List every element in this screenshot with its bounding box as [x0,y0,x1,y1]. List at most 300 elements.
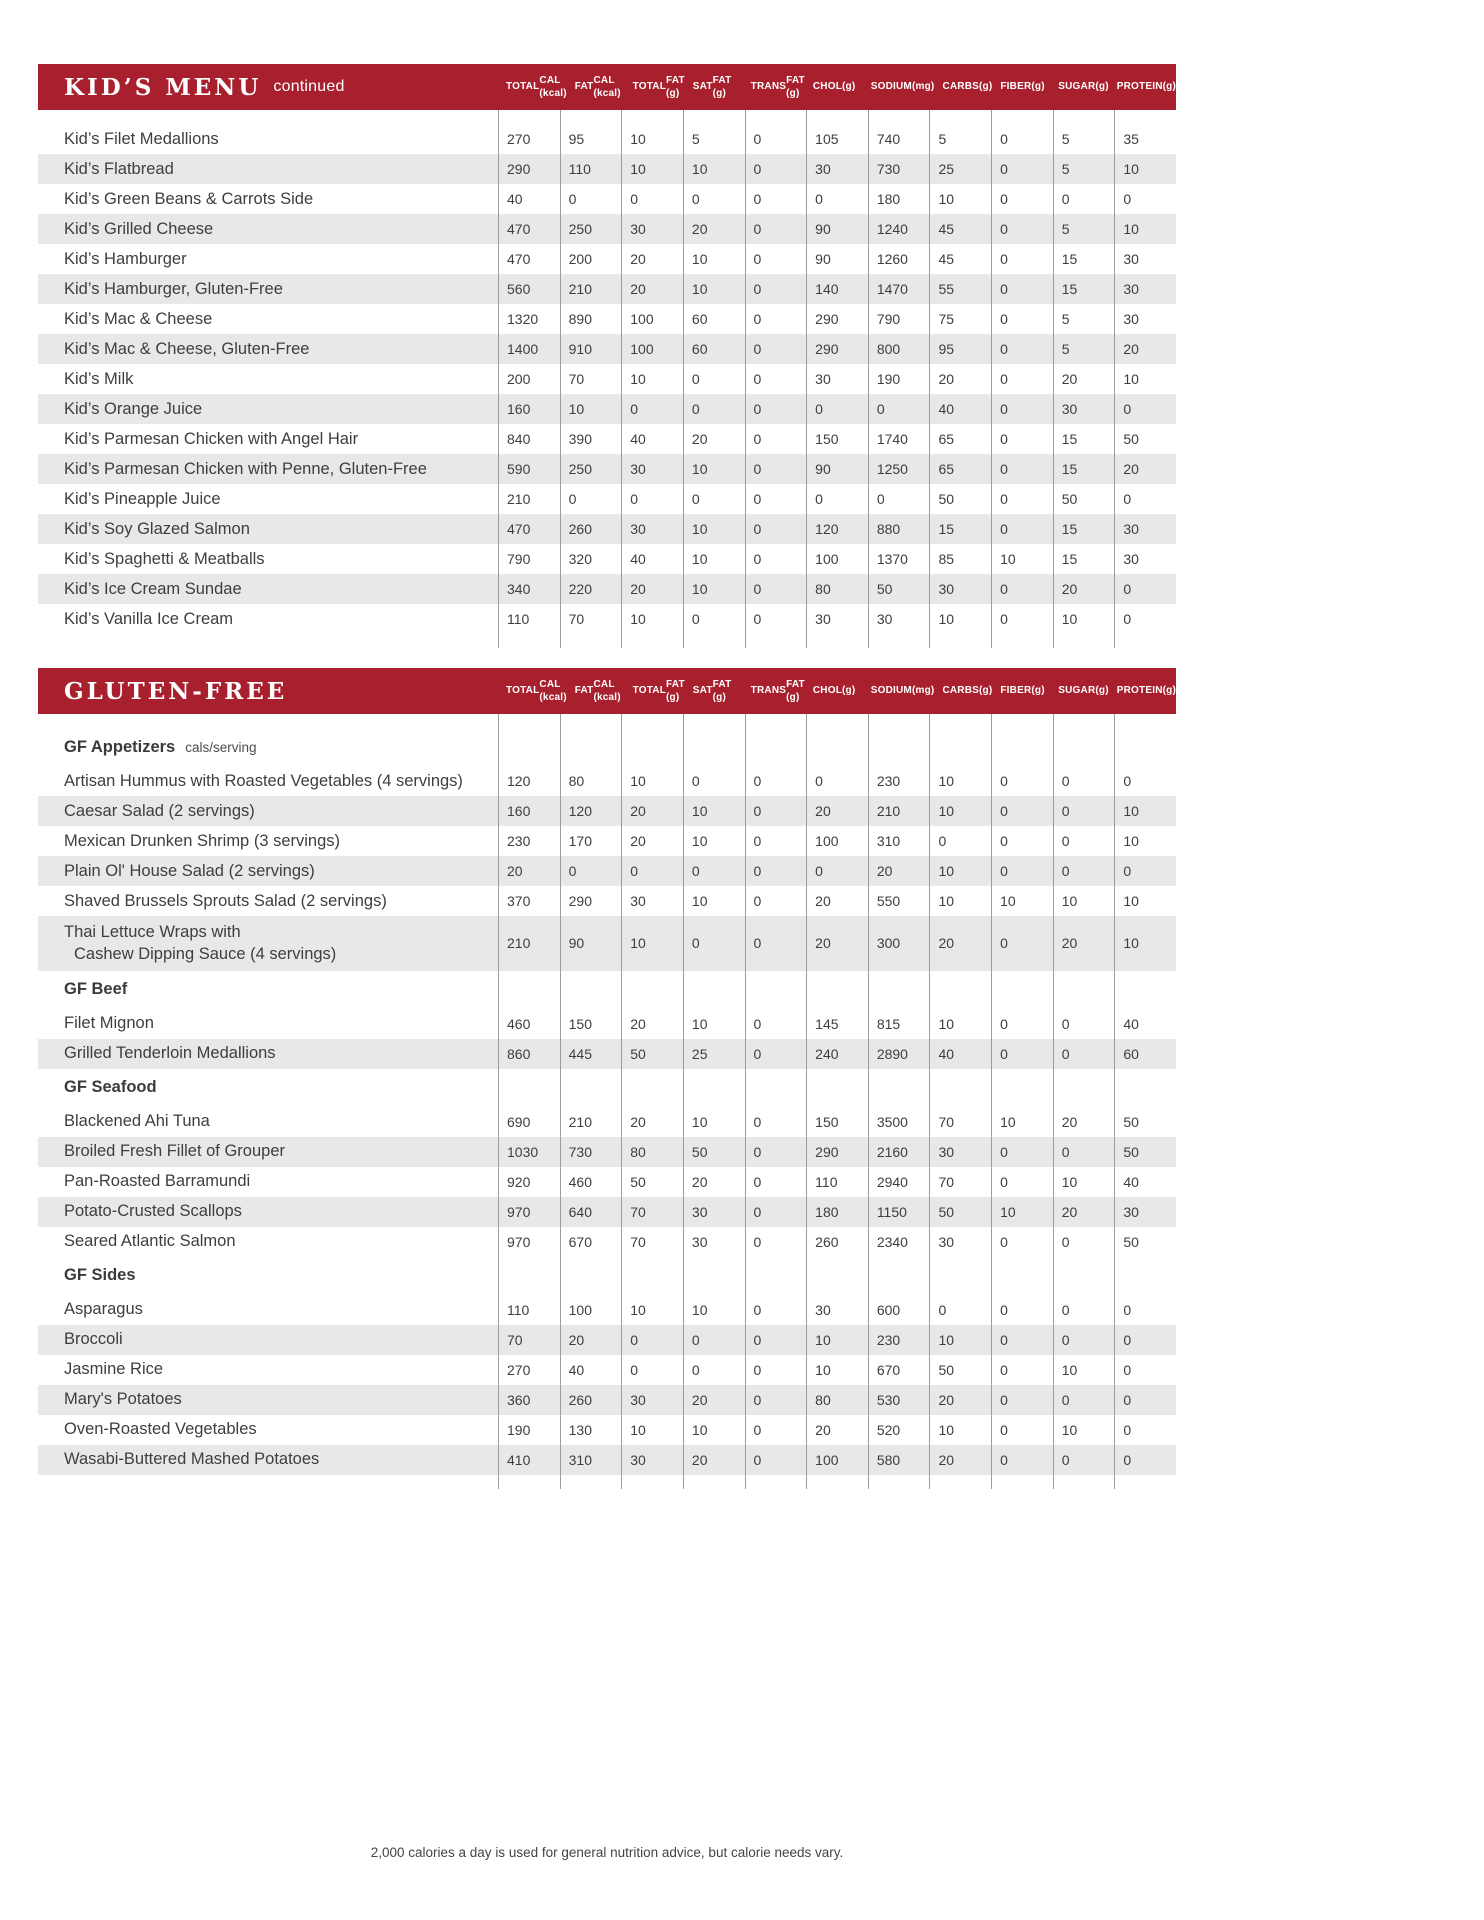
nutrition-value: 0 [683,604,745,634]
nutrition-value: 110 [806,1167,868,1197]
empty-cell [745,971,807,1009]
spacer-cell [991,110,1053,124]
nutrition-value: 0 [806,394,868,424]
section-heading-row [38,728,1176,766]
empty-cell [806,1069,868,1107]
nutrition-value: 30 [929,1227,991,1257]
section-heading-note: cals/serving [185,739,257,755]
nutrition-value: 140 [806,274,868,304]
menu-item-row [38,856,1176,886]
nutrition-value: 100 [621,334,683,364]
nutrition-value: 840 [498,424,560,454]
column-header-line2: FAT (g) [786,74,805,99]
nutrition-value: 15 [1053,274,1115,304]
nutrition-value: 800 [868,334,930,364]
nutrition-value: 0 [1053,856,1115,886]
empty-cell [1114,1069,1176,1107]
nutrition-value: 10 [683,826,745,856]
nutrition-value: 1240 [868,214,930,244]
empty-cell [560,1257,622,1295]
nutrition-value: 210 [868,796,930,826]
nutrition-value: 10 [621,154,683,184]
section-heading [38,1257,498,1295]
nutrition-value: 0 [1053,1039,1115,1069]
column-header-line2: CAL (kcal) [593,678,621,703]
nutrition-value: 10 [621,1415,683,1445]
nutrition-value: 0 [991,1137,1053,1167]
column-header-line2: FAT (g) [712,74,732,99]
nutrition-value: 0 [621,1355,683,1385]
empty-cell [1053,1257,1115,1295]
nutrition-value: 90 [806,214,868,244]
spacer-cell [38,634,498,648]
column-header-line1: TRANS [750,685,787,697]
nutrition-value: 10 [683,454,745,484]
spacer-row [38,634,1176,648]
nutrition-value: 50 [1053,484,1115,514]
nutrition-value: 0 [1053,1137,1115,1167]
nutrition-value: 0 [991,796,1053,826]
column-header-line2: (g) [1162,685,1176,697]
empty-cell [929,1069,991,1107]
nutrition-value: 45 [929,214,991,244]
nutrition-value: 10 [621,916,683,971]
nutrition-value: 0 [1114,1325,1176,1355]
menu-item-row [38,1325,1176,1355]
nutrition-value: 150 [806,424,868,454]
nutrition-value: 30 [621,214,683,244]
empty-cell [745,1069,807,1107]
nutrition-value: 230 [868,766,930,796]
nutrition-value: 50 [1114,1227,1176,1257]
column-header-fiber-g [992,684,1050,698]
column-header-sugar-g [1050,80,1109,94]
nutrition-value: 0 [991,184,1053,214]
empty-cell [868,1257,930,1295]
nutrition-value: 0 [745,394,807,424]
nutrition-value: 10 [991,544,1053,574]
nutrition-value: 0 [1053,796,1115,826]
nutrition-value: 2890 [868,1039,930,1069]
table-title-suffix: continued [273,78,345,95]
nutrition-value: 20 [621,574,683,604]
empty-cell [929,971,991,1009]
nutrition-value: 10 [1053,886,1115,916]
nutrition-value: 860 [498,1039,560,1069]
nutrition-value: 110 [498,1295,560,1325]
nutrition-value: 0 [991,334,1053,364]
nutrition-value: 890 [560,304,622,334]
nutrition-value: 50 [868,574,930,604]
column-header-carbs-g [934,80,992,94]
nutrition-value: 340 [498,574,560,604]
empty-cell [621,728,683,766]
column-header-trans-fat-g [743,678,805,705]
column-header-line1: CARBS [942,685,979,697]
nutrition-value: 0 [991,214,1053,244]
menu-item-row [38,424,1176,454]
spacer-cell [929,634,991,648]
nutrition-value: 35 [1114,124,1176,154]
nutrition-value: 0 [683,184,745,214]
nutrition-value: 170 [560,826,622,856]
empty-cell [498,728,560,766]
nutrition-value: 0 [745,1107,807,1137]
nutrition-value: 0 [1053,766,1115,796]
column-header-line2: (g) [979,81,993,93]
item-name: Wasabi-Buttered Mashed Potatoes [64,1450,320,1469]
nutrition-value: 360 [498,1385,560,1415]
nutrition-value: 40 [1114,1167,1176,1197]
nutrition-value: 30 [806,154,868,184]
nutrition-value: 0 [991,154,1053,184]
nutrition-value: 30 [806,364,868,394]
column-header-line2: CAL (kcal) [539,74,567,99]
spacer-cell [498,1475,560,1489]
nutrition-value: 0 [745,274,807,304]
nutrition-value: 20 [1053,364,1115,394]
nutrition-value: 5 [1053,154,1115,184]
nutrition-value: 100 [621,304,683,334]
nutrition-value: 40 [621,424,683,454]
menu-item-row [38,1415,1176,1445]
menu-item-row [38,1137,1176,1167]
nutrition-value: 10 [1114,796,1176,826]
nutrition-value: 0 [1114,1295,1176,1325]
footer-disclaimer: 2,000 calories a day is used for general nutrition advice, but calorie needs vary. [370,1845,844,1860]
nutrition-value: 70 [560,364,622,394]
nutrition-value: 250 [560,454,622,484]
column-header-line2: (mg) [911,685,935,697]
nutrition-value: 10 [1114,886,1176,916]
nutrition-value: 0 [1053,1325,1115,1355]
nutrition-value: 25 [683,1039,745,1069]
column-header-line2: (g) [842,685,856,697]
column-header-line2: (g) [1095,685,1109,697]
nutrition-value: 10 [1053,604,1115,634]
nutrition-value: 25 [929,154,991,184]
nutrition-value: 70 [929,1167,991,1197]
nutrition-value: 15 [1053,244,1115,274]
nutrition-value: 160 [498,796,560,826]
nutrition-value: 0 [991,1445,1053,1475]
nutrition-value: 10 [683,544,745,574]
nutrition-value: 50 [621,1039,683,1069]
item-name: Kid’s Green Beans & Carrots Side [64,189,314,208]
spacer-cell [806,634,868,648]
nutrition-value: 30 [1114,544,1176,574]
nutrition-value: 0 [991,604,1053,634]
nutrition-value: 560 [498,274,560,304]
nutrition-value: 10 [991,1197,1053,1227]
empty-cell [683,728,745,766]
nutrition-value: 260 [560,514,622,544]
nutrition-value: 0 [1114,484,1176,514]
nutrition-value: 0 [991,124,1053,154]
empty-cell [560,728,622,766]
column-header-sodium-mg [863,684,935,698]
nutrition-value: 0 [745,514,807,544]
item-name: Asparagus [64,1300,143,1319]
nutrition-value: 10 [621,604,683,634]
section-heading-label: GF Appetizers [64,737,176,756]
nutrition-value: 550 [868,886,930,916]
column-header-protein-g [1109,80,1176,94]
nutrition-value: 2940 [868,1167,930,1197]
menu-item-row [38,124,1176,154]
menu-item-row [38,604,1176,634]
spacer-cell [498,714,560,728]
nutrition-value: 0 [745,124,807,154]
item-name: Artisan Hummus with Roasted Vegetables (4 servings) [64,771,463,790]
nutrition-value: 100 [806,1445,868,1475]
column-header-line1: FIBER [1000,685,1032,697]
item-name: Kid’s Parmesan Chicken with Angel Hair [64,429,359,448]
nutrition-value: 1150 [868,1197,930,1227]
spacer-cell [806,1475,868,1489]
nutrition-value: 10 [683,574,745,604]
nutrition-value: 10 [683,1107,745,1137]
nutrition-value: 0 [745,154,807,184]
nutrition-value: 10 [991,886,1053,916]
spacer-cell [745,110,807,124]
nutrition-value: 70 [621,1227,683,1257]
menu-item-row [38,886,1176,916]
nutrition-value: 0 [1114,1385,1176,1415]
column-header-line1: TOTAL [506,81,540,93]
nutrition-value: 10 [621,124,683,154]
nutrition-value: 0 [683,1355,745,1385]
nutrition-value: 10 [1114,826,1176,856]
spacer-row [38,110,1176,124]
nutrition-value: 0 [991,304,1053,334]
nutrition-value: 0 [991,1039,1053,1069]
nutrition-value: 20 [806,916,868,971]
nutrition-value: 310 [560,1445,622,1475]
table-title-cell [38,74,498,101]
nutrition-value: 200 [498,364,560,394]
nutrition-value: 410 [498,1445,560,1475]
nutrition-value: 0 [745,1385,807,1415]
empty-cell [806,1257,868,1295]
nutrition-value: 10 [683,796,745,826]
nutrition-value: 520 [868,1415,930,1445]
menu-item-row [38,1167,1176,1197]
nutrition-value: 20 [621,244,683,274]
empty-cell [621,1069,683,1107]
nutrition-value: 470 [498,244,560,274]
nutrition-value: 0 [868,394,930,424]
nutrition-value: 0 [1114,766,1176,796]
nutrition-value: 0 [1114,1355,1176,1385]
nutrition-value: 40 [929,394,991,424]
nutrition-value: 45 [929,244,991,274]
menu-item-row [38,796,1176,826]
gluten-free-header-bar [38,668,1176,714]
spacer-cell [560,1475,622,1489]
spacer-cell [621,714,683,728]
nutrition-value: 730 [560,1137,622,1167]
nutrition-value: 0 [683,856,745,886]
nutrition-value: 10 [1114,916,1176,971]
spacer-cell [621,110,683,124]
nutrition-value: 5 [1053,334,1115,364]
nutrition-value: 740 [868,124,930,154]
nutrition-value: 15 [1053,424,1115,454]
nutrition-value: 0 [745,244,807,274]
nutrition-value: 20 [806,886,868,916]
nutrition-value: 0 [1053,826,1115,856]
nutrition-value: 0 [991,1355,1053,1385]
nutrition-value: 20 [621,274,683,304]
nutrition-value: 0 [806,856,868,886]
spacer-cell [1053,110,1115,124]
nutrition-value: 815 [868,1009,930,1039]
nutrition-value: 10 [621,364,683,394]
nutrition-value: 100 [806,826,868,856]
nutrition-value: 0 [560,184,622,214]
menu-item-row [38,1295,1176,1325]
item-name: Blackened Ahi Tuna [64,1112,210,1131]
menu-item-row [38,214,1176,244]
nutrition-value: 50 [929,484,991,514]
nutrition-value: 0 [745,304,807,334]
nutrition-value: 15 [1053,454,1115,484]
column-header-line2: (mg) [911,81,935,93]
nutrition-value: 880 [868,514,930,544]
nutrition-value: 10 [929,886,991,916]
item-name: Grilled Tenderloin Medallions [64,1044,276,1063]
nutrition-value: 20 [868,856,930,886]
nutrition-value: 230 [868,1325,930,1355]
nutrition-value: 15 [1053,544,1115,574]
spacer-cell [621,634,683,648]
nutrition-value: 10 [683,1415,745,1445]
empty-cell [929,728,991,766]
nutrition-value: 120 [560,796,622,826]
nutrition-value: 10 [683,154,745,184]
nutrition-value: 470 [498,214,560,244]
nutrition-value: 50 [621,1167,683,1197]
spacer-cell [745,634,807,648]
nutrition-value: 0 [991,856,1053,886]
nutrition-value: 0 [991,514,1053,544]
nutrition-value: 0 [745,1295,807,1325]
nutrition-value: 200 [560,244,622,274]
column-header-chol-g [805,80,863,94]
nutrition-value: 590 [498,454,560,484]
column-header-fiber-g [992,80,1050,94]
column-header-line1: SUGAR [1058,685,1096,697]
nutrition-value: 0 [991,274,1053,304]
nutrition-value: 50 [929,1355,991,1385]
nutrition-value: 30 [868,604,930,634]
nutrition-value: 1320 [498,304,560,334]
column-header-line2: (g) [1095,81,1109,93]
nutrition-value: 0 [1114,394,1176,424]
nutrition-value: 1030 [498,1137,560,1167]
nutrition-value: 0 [991,424,1053,454]
empty-cell [991,1257,1053,1295]
menu-item-row [38,334,1176,364]
nutrition-value: 0 [745,1355,807,1385]
spacer-row [38,1475,1176,1489]
nutrition-value: 5 [1053,124,1115,154]
column-header-line1: SAT [692,685,713,697]
nutrition-value: 0 [806,484,868,514]
spacer-cell [621,1475,683,1489]
spacer-cell [868,634,930,648]
nutrition-value: 80 [806,1385,868,1415]
spacer-row [38,714,1176,728]
nutrition-value: 10 [621,766,683,796]
nutrition-value: 150 [560,1009,622,1039]
nutrition-value: 120 [806,514,868,544]
nutrition-value: 110 [498,604,560,634]
spacer-cell [929,714,991,728]
column-header-trans-fat-g [743,74,805,101]
menu-item-row [38,766,1176,796]
menu-item-row [38,454,1176,484]
nutrition-value: 60 [683,334,745,364]
spacer-cell [745,714,807,728]
column-header-line1: FIBER [1000,81,1032,93]
empty-cell [498,1069,560,1107]
column-header-sugar-g [1050,684,1109,698]
section-heading-label: GF Seafood [64,1078,157,1097]
nutrition-value: 0 [745,334,807,364]
kids-menu-body [38,110,1176,648]
nutrition-value: 30 [621,454,683,484]
nutrition-value: 5 [929,124,991,154]
nutrition-value: 1740 [868,424,930,454]
item-name: Kid’s Hamburger, Gluten-Free [64,279,283,298]
item-name: Kid’s Milk [64,369,134,388]
spacer-cell [806,714,868,728]
nutrition-value: 40 [621,544,683,574]
empty-cell [498,1257,560,1295]
spacer-cell [38,1475,498,1489]
nutrition-value: 10 [1053,1355,1115,1385]
nutrition-value: 3500 [868,1107,930,1137]
column-header-line2: (g) [1031,81,1045,93]
nutrition-value: 10 [1114,364,1176,394]
nutrition-value: 30 [621,886,683,916]
nutrition-value: 40 [929,1039,991,1069]
spacer-cell [683,714,745,728]
nutrition-value: 790 [498,544,560,574]
nutrition-value: 670 [560,1227,622,1257]
nutrition-value: 0 [745,604,807,634]
item-name: Kid’s Ice Cream Sundae [64,579,242,598]
nutrition-value: 690 [498,1107,560,1137]
spacer-cell [868,110,930,124]
nutrition-value: 0 [991,1415,1053,1445]
nutrition-value: 10 [1114,214,1176,244]
nutrition-value: 30 [1114,1197,1176,1227]
spacer-cell [929,1475,991,1489]
column-header-sodium-mg [863,80,935,94]
nutrition-value: 260 [806,1227,868,1257]
nutrition-value: 20 [683,214,745,244]
menu-item-row [38,154,1176,184]
spacer-cell [560,110,622,124]
nutrition-value: 50 [683,1137,745,1167]
nutrition-value: 30 [929,1137,991,1167]
nutrition-value: 85 [929,544,991,574]
menu-item-row [38,1227,1176,1257]
nutrition-value: 10 [621,1295,683,1325]
